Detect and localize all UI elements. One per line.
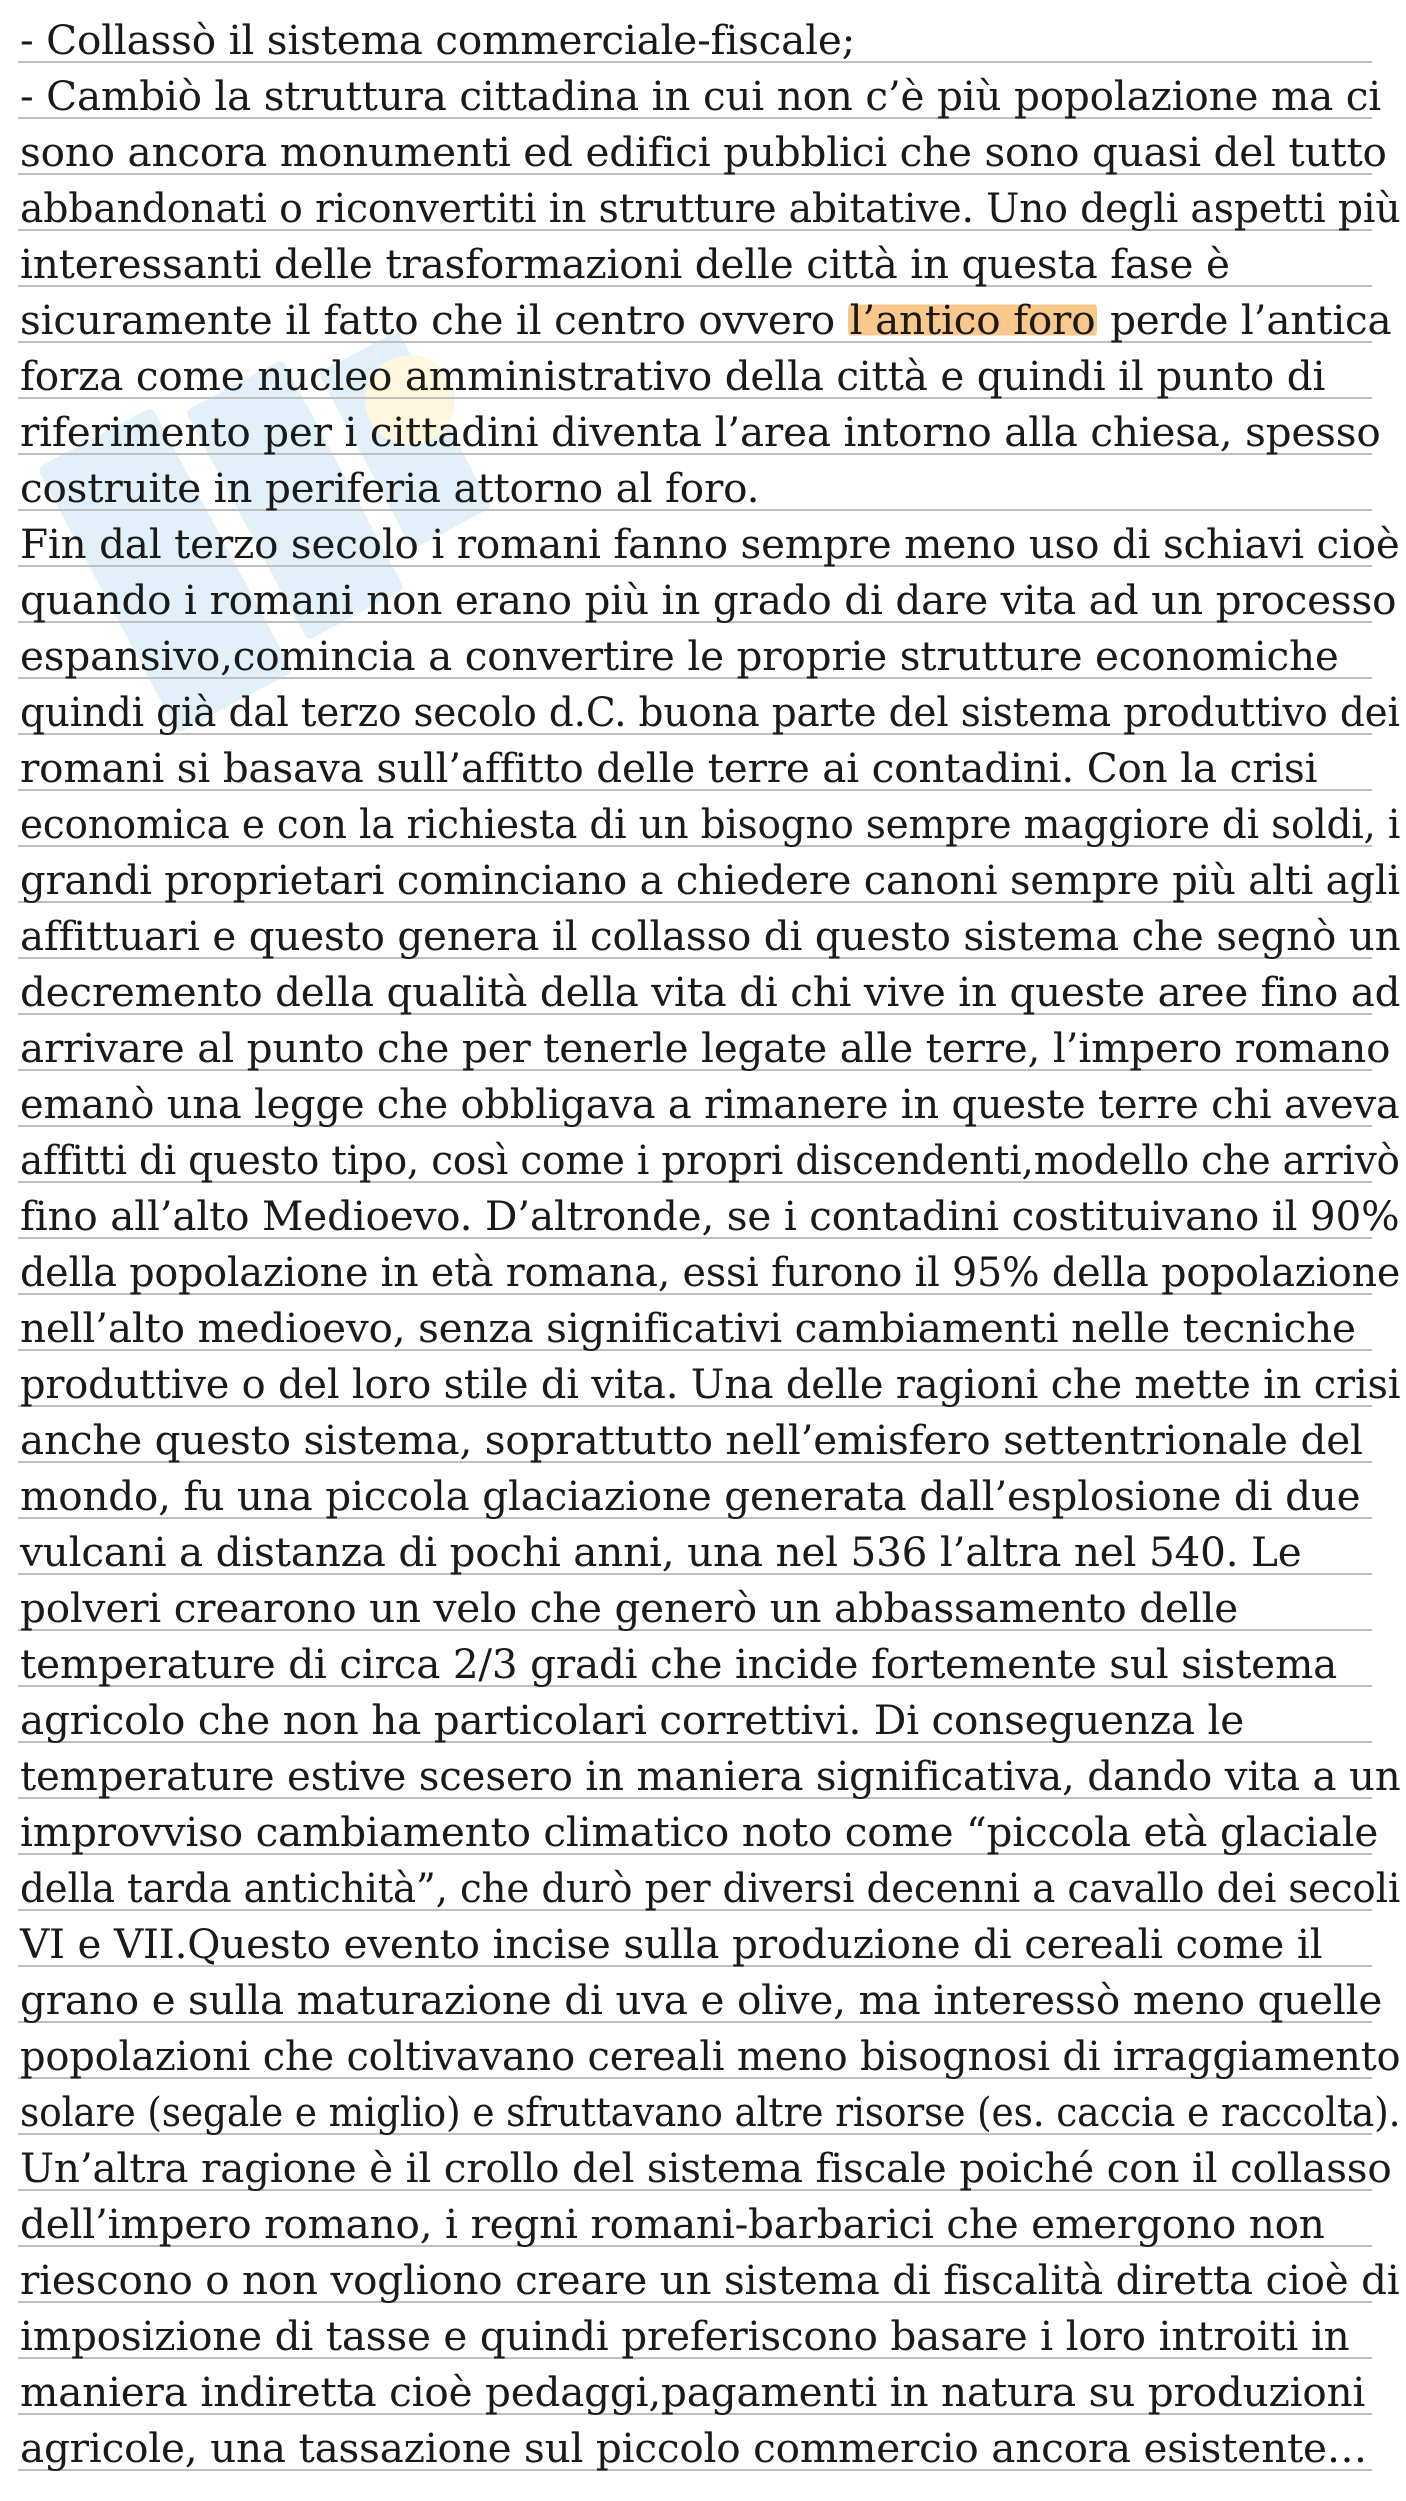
text-line: emanò una legge che obbligava a rimanere in queste terre chi aveva [20, 1080, 1400, 1128]
text-line: - Cambiò la struttura cittadina in cui non c’è più popolazione ma ci [20, 72, 1381, 120]
text-line: maniera indiretta cioè pedaggi,pagamenti in natura su produzioni [20, 2368, 1366, 2416]
text-line: imposizione di tasse e quindi preferiscono basare i loro introiti in [20, 2312, 1350, 2360]
text-line: quindi già dal terzo secolo d.C. buona parte del sistema produttivo dei [20, 688, 1400, 736]
text-line: agricole, una tassazione sul piccolo commercio ancora esistente… [20, 2424, 1368, 2472]
text-line: riferimento per i cittadini diventa l’area intorno alla chiesa, spesso [20, 408, 1381, 456]
text-line: arrivare al punto che per tenerle legate alle terre, l’impero romano [20, 1024, 1391, 1072]
text-line: grandi proprietari cominciano a chiedere canoni sempre più alti agli [20, 856, 1401, 904]
text-line: costruite in periferia attorno al foro. [20, 464, 760, 512]
text-line: sono ancora monumenti ed edifici pubblici che sono quasi del tutto [20, 128, 1387, 176]
text-line: della popolazione in età romana, essi furono il 95% della popolazione [20, 1248, 1401, 1296]
text-line: decremento della qualità della vita di chi vive in queste aree fino ad [20, 968, 1401, 1016]
text-line: nell’alto medioevo, senza significativi cambiamenti nelle tecniche [20, 1304, 1356, 1352]
text-line: agricolo che non ha particolari correttivi. Di conseguenza le [20, 1696, 1244, 1744]
text-line: solare (segale e miglio) e sfruttavano altre risorse (es. caccia e raccolta). [20, 2088, 1401, 2136]
text-line: abbandonati o riconvertiti in strutture abitative. Uno degli aspetti più [20, 184, 1401, 232]
document-text [20, 12, 1400, 2476]
highlighted-phrase: l’antico foro [849, 296, 1096, 344]
text-segment: perde l’antica [1097, 296, 1392, 344]
text-line: economica e con la richiesta di un bisogno sempre maggiore di soldi, i [20, 800, 1401, 848]
text-line: temperature di circa 2/3 gradi che incide fortemente sul sistema [20, 1640, 1338, 1688]
text-line: della tarda antichità”, che durò per diversi decenni a cavallo dei secoli [20, 1864, 1401, 1912]
text-line: vulcani a distanza di pochi anni, una nel 536 l’altra nel 540. Le [20, 1528, 1302, 1576]
text-line: Fin dal terzo secolo i romani fanno sempre meno uso di schiavi cioè [20, 520, 1400, 568]
text-line: riescono o non vogliono creare un sistema di fiscalità diretta cioè di [20, 2256, 1400, 2304]
text-line: Un’altra ragione è il crollo del sistema fiscale poiché con il collasso [20, 2144, 1392, 2192]
text-line: produttive o del loro stile di vita. Una delle ragioni che mette in crisi [20, 1360, 1401, 1408]
text-line: grano e sulla maturazione di uva e olive, ma interessò meno quelle [20, 1976, 1383, 2024]
text-line: affittuari e questo genera il collasso di questo sistema che segnò un [20, 912, 1401, 960]
text-line: interessanti delle trasformazioni delle città in questa fase è [20, 240, 1230, 288]
text-line: - Collassò il sistema commerciale-fiscale; [20, 16, 856, 64]
text-segment: sicuramente il fatto che il centro ovvero [20, 296, 848, 344]
text-line: dell’impero romano, i regni romani-barbarici che emergono non [20, 2200, 1325, 2248]
text-line: mondo, fu una piccola glaciazione generata dall’esplosione di due [20, 1472, 1361, 1520]
text-line: popolazioni che coltivavano cereali meno bisognosi di irraggiamento [20, 2032, 1401, 2080]
text-line: fino all’alto Medioevo. D’altronde, se i contadini costituivano il 90% [20, 1192, 1400, 1240]
text-line: VI e VII.Questo evento incise sulla produzione di cereali come il [20, 1920, 1323, 1968]
text-line [20, 292, 1400, 348]
text-line: forza come nucleo amministrativo della città e quindi il punto di [20, 352, 1326, 400]
text-line: romani si basava sull’affitto delle terre ai contadini. Con la crisi [20, 744, 1318, 792]
text-line: temperature estive scesero in maniera significativa, dando vita a un [20, 1752, 1401, 1800]
text-line: affitti di questo tipo, così come i propri discendenti,modello che arrivò [20, 1136, 1400, 1184]
text-line: polveri crearono un velo che generò un abbassamento delle [20, 1584, 1239, 1632]
text-line: anche questo sistema, soprattutto nell’emisfero settentrionale del [20, 1416, 1363, 1464]
text-line: improvviso cambiamento climatico noto come “piccola età glaciale [20, 1808, 1379, 1856]
text-line: quando i romani non erano più in grado di dare vita ad un processo [20, 576, 1397, 624]
text-line: espansivo,comincia a convertire le proprie strutture economiche [20, 632, 1339, 680]
